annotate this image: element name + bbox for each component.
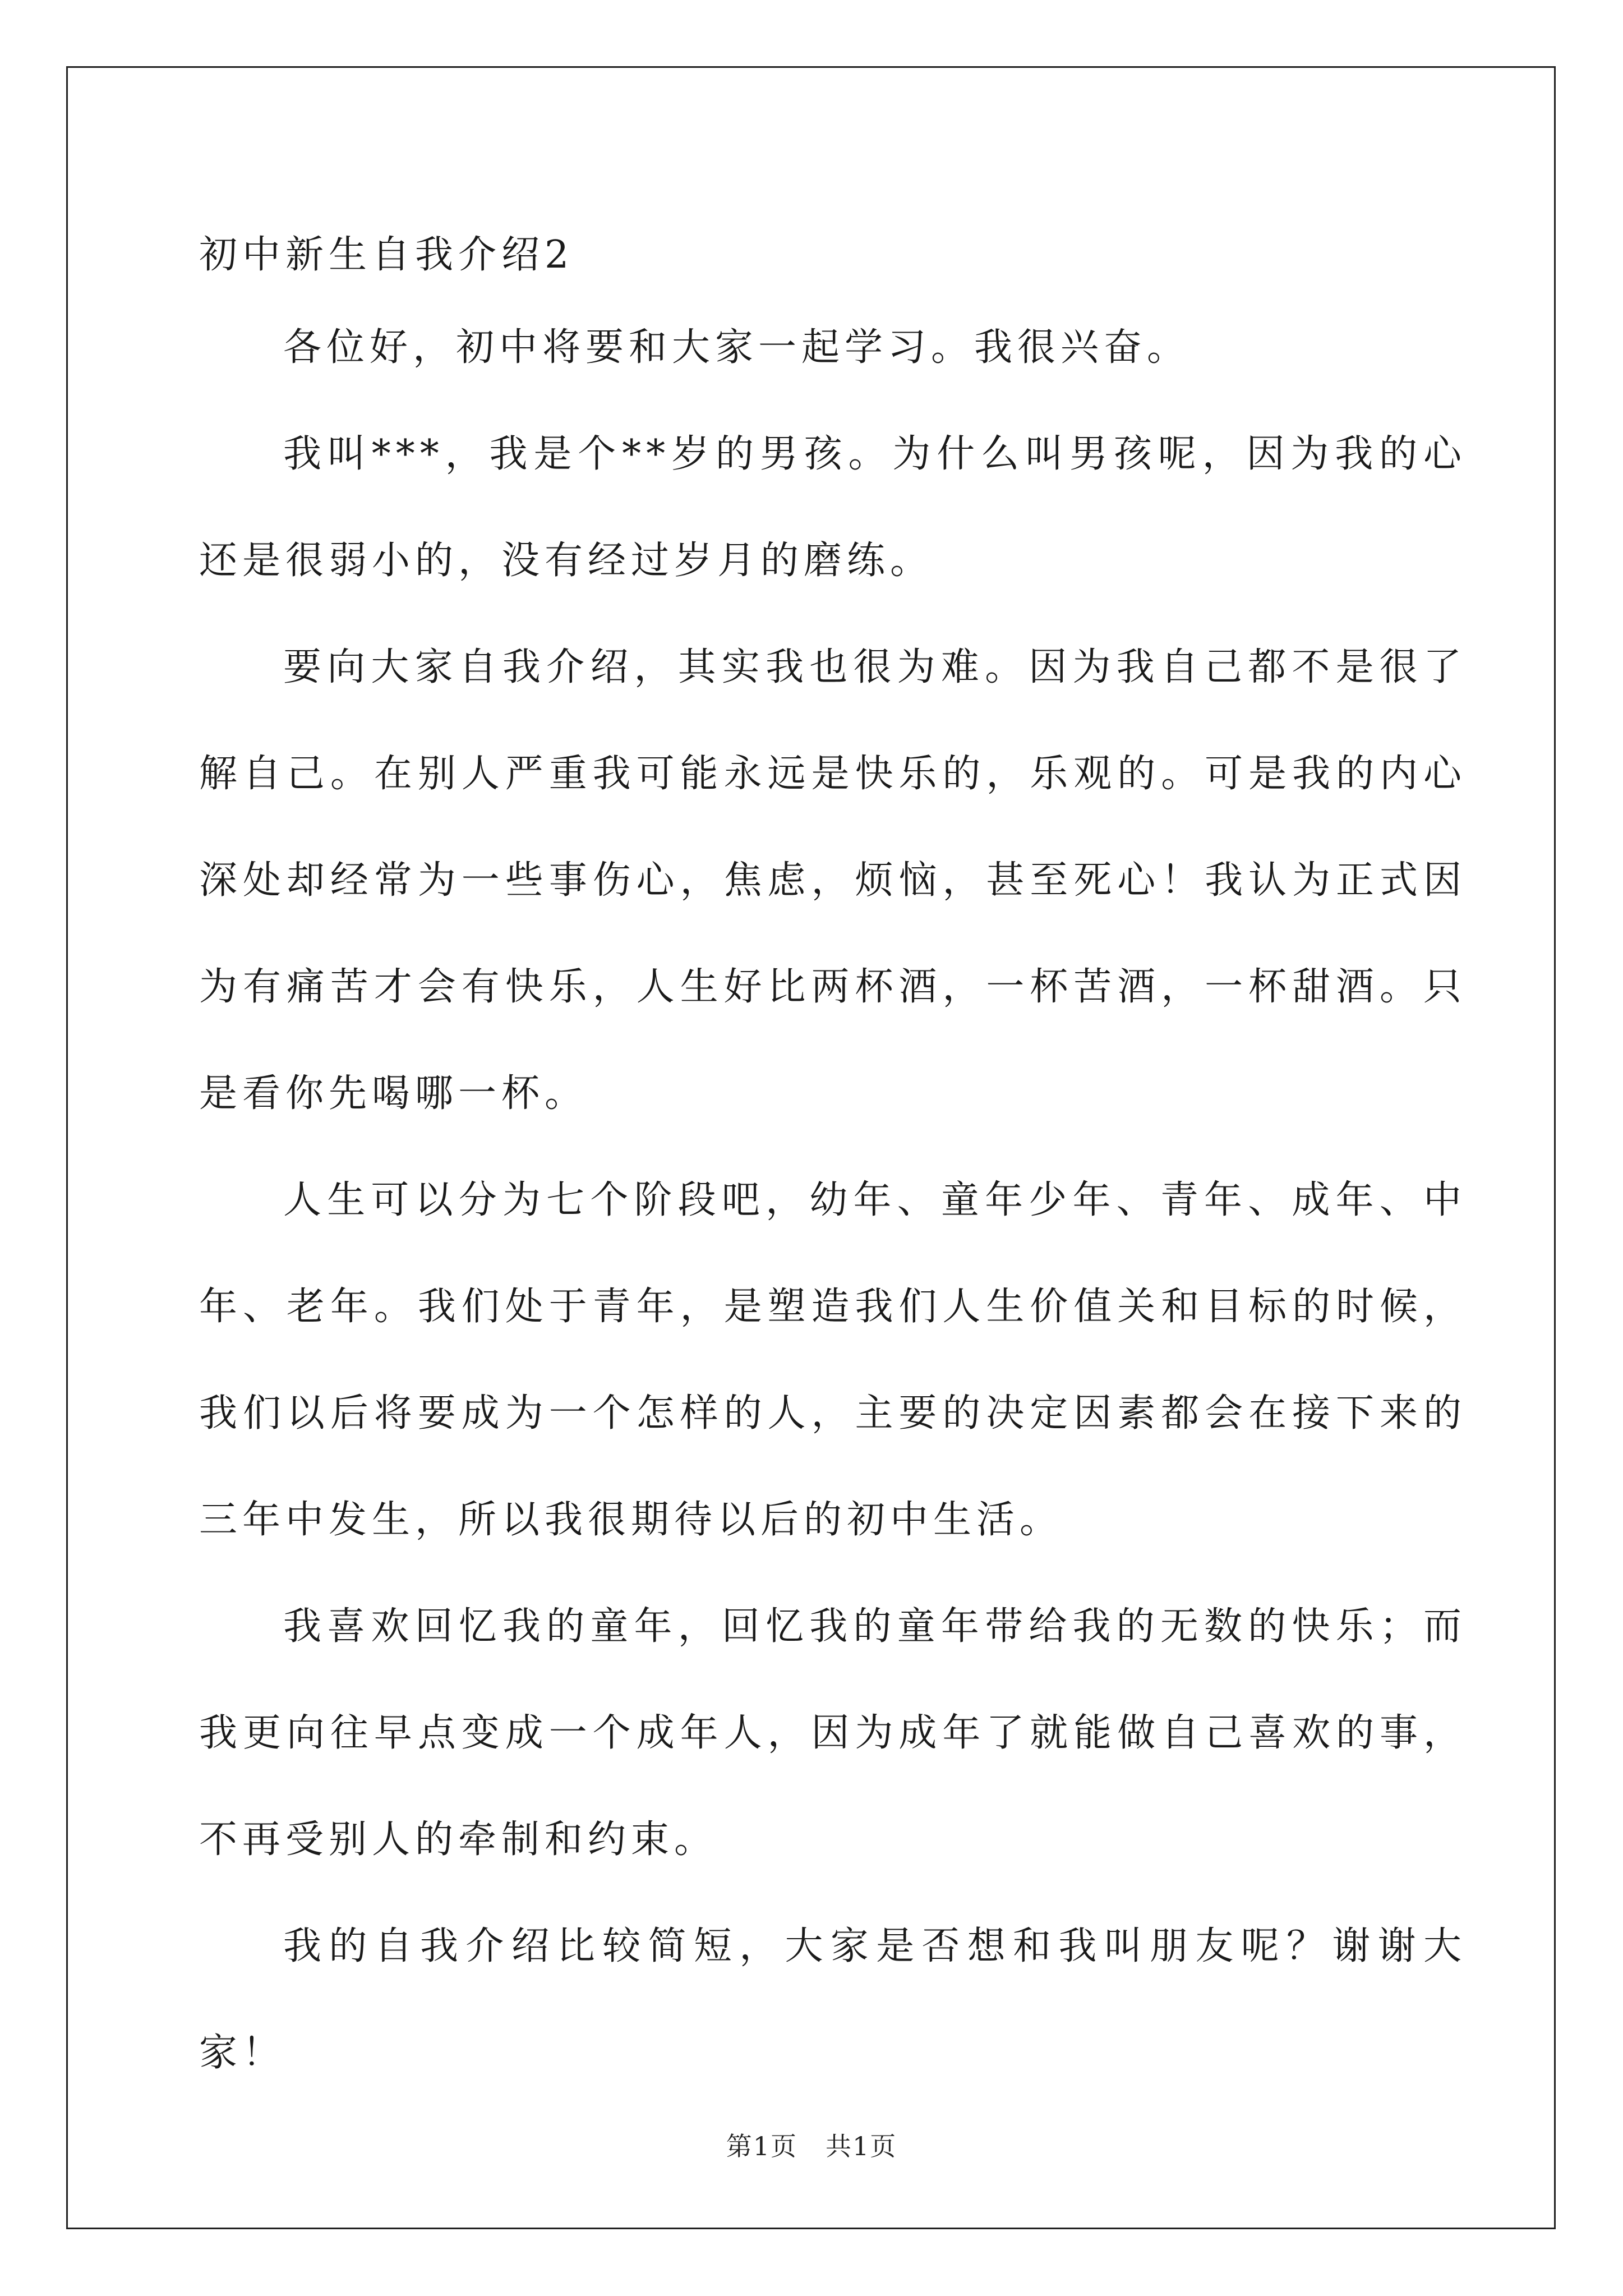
paragraph-name: 我叫***，我是个**岁的男孩。为什么叫男孩呢，因为我的心还是很弱小的，没有经过岁月的磨练。 [199,432,1467,583]
page-total: 共1页 [826,2131,897,2161]
paragraph-closing: 我的自我介绍比较简短，大家是否想和我叫朋友呢？谢谢大家！ [199,1924,1467,2075]
document-title: 初中新生自我介绍2 [199,233,574,277]
page-footer [0,2126,1623,2163]
paragraph-life-stages: 人生可以分为七个阶段吧，幼年、童年少年、青年、成年、中年、老年。我们处于青年，是塑造我们人生价值关和目标的时候，我们以后将要成为一个怎样的人，主要的决定因素都会在接下来的三年中发生，所以我很期待以后的初中生活。 [199,1178,1467,1542]
paragraph-self-intro: 要向大家自我介绍，其实我也很为难。因为我自己都不是很了解自己。在别人严重我可能永远是快乐的，乐观的。可是我的内心深处却经常为一些事伤心，焦虑，烦恼，甚至死心！我认为正式因为有痛苦才会有快乐，人生好比两杯酒，一杯苦酒，一杯甜酒。只是看你先喝哪一杯。 [199,645,1467,1116]
paragraph-childhood: 我喜欢回忆我的童年，回忆我的童年带给我的无数的快乐；而我更向往早点变成一个成年人，因为成年了就能做自己喜欢的事，不再受别人的牵制和约束。 [199,1604,1467,1862]
page-number: 第1页 [726,2131,797,2161]
document-body [199,222,1467,2106]
paragraph-greeting: 各位好，初中将要和大家一起学习。我很兴奋。 [283,325,1191,370]
